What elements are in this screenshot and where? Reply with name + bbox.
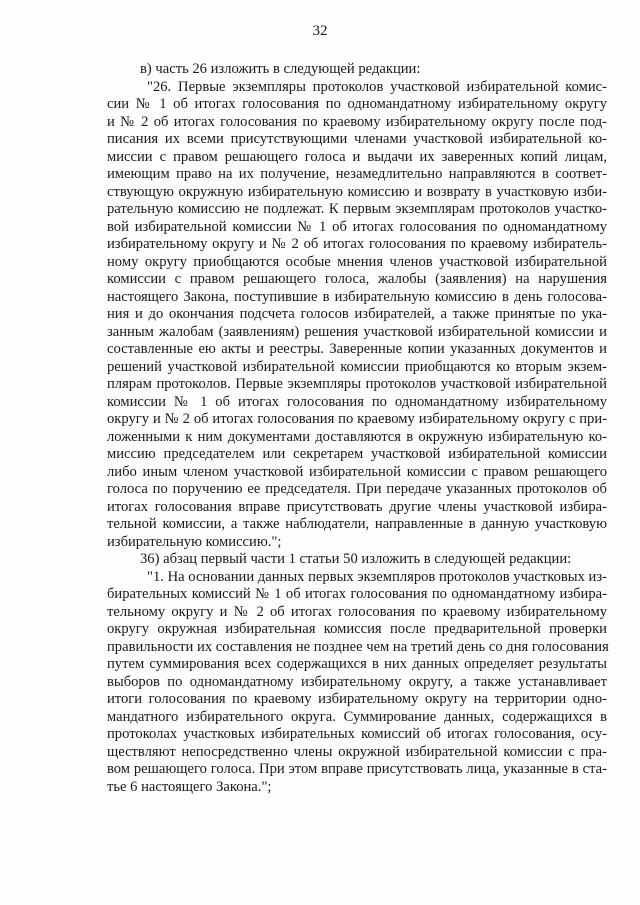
text-line: голоса по поручению ее председателя. При передаче указанных протоколов об	[107, 481, 607, 497]
paragraph-part-26-text	[107, 79, 607, 552]
text-line: "26. Первые экземпляры протоколов участковой избирательной комис-	[147, 78, 607, 95]
page-number: 32	[312, 23, 328, 39]
text-line: ствующую окружную избирательную комиссию и возврату в участковую изби-	[107, 183, 607, 200]
text-line: тье 6 настоящего Закона.";	[107, 778, 272, 795]
text-line: избирательную комиссию.";	[107, 533, 282, 550]
text-line: комиссии № 1 об итогах голосования по одномандатному избирательному	[107, 393, 607, 410]
text-line: плярам протоколов. Первые экземпляры протоколов участковой избирательной	[107, 376, 607, 392]
text-line: итогах голосования вправе присутствовать другие члены участковой избира-	[107, 498, 607, 515]
text-line: округу и № 2 об итогах голосования по краевому избирательному округу с при-	[107, 411, 607, 427]
text-line: сии № 1 об итогах голосования по одномандатному избирательному округу	[107, 96, 607, 112]
text-line: округу окружная избирательная комиссия после предварительной проверки	[107, 621, 607, 637]
text-line: либо иным членом участковой избирательной комиссии с правом решающего	[107, 463, 607, 480]
paragraph-item-v-heading	[107, 61, 607, 79]
text-line: правильности их составления не позднее чем на третий день со дня голосования	[107, 638, 609, 655]
text-line: "1. На основании данных первых экземпляров протоколов участковых из-	[147, 568, 607, 585]
text-line: писания их всеми присутствующими членами участковой избирательной ко-	[107, 131, 607, 147]
text-line: ному округу приобщаются особые мнения членов участковой избирательной	[107, 253, 607, 270]
text-line: протоколах участковых избирательных комиссий об итогах голосования, осу-	[107, 726, 607, 742]
document-body	[107, 61, 607, 796]
text-line: бирательных комиссий № 1 об итогах голосования по одномандатному избира-	[107, 586, 607, 602]
text-line: вом решающего голоса. При этом вправе присутствовать лица, указанные в ста-	[107, 761, 607, 777]
text-line: путем суммирования всех содержащихся в них данных определяет результаты	[107, 656, 607, 672]
text-line: и № 2 об итогах голосования по краевому избирательному округу после под-	[107, 113, 607, 130]
text-line: решений участковой избирательной комиссии приобщаются ко вторым экзем-	[107, 358, 607, 375]
text-line: миссию председателем или секретарем участковой избирательной комиссии	[107, 446, 607, 462]
text-line: ществляют непосредственно члены окружной избирательной комиссии с пра-	[107, 743, 607, 760]
text-line: настоящего Закона, поступившие в избирательную комиссию в день голосова-	[107, 288, 607, 305]
text-line: выборов по одномандатному избирательному округу, а также устанавливает	[107, 673, 607, 690]
text-line: ния и до окончания подсчета голосов избирателей, а также принятые по ука-	[107, 306, 607, 322]
text-line: мандатного избирательного округа. Суммирование данных, содержащихся в	[107, 708, 607, 725]
text-line: имеющим право на их получение, незамедлительно направляются в соответ-	[107, 166, 607, 182]
text-line: рательную комиссию не подлежат. К первым экземплярам протоколов участко-	[107, 201, 607, 217]
text-line: занным жалобам (заявлениям) решения участковой избирательной комиссии и	[107, 323, 607, 340]
text-line: вой избирательной комиссии № 1 об итогах голосования по одномандатному	[107, 218, 607, 235]
text-line: комиссии с правом решающего голоса, жалобы (заявления) на нарушения	[107, 271, 607, 287]
paragraph-part-1-text	[107, 569, 607, 797]
text-line: в) часть 26 изложить в следующей редакции:	[140, 61, 421, 77]
text-line: ложенными к ним документами доставляются в окружную избирательную ко-	[107, 428, 607, 445]
text-line: тельной комиссии, а также наблюдатели, направленные в данную участковую	[107, 516, 607, 532]
paragraph-item-36-heading	[107, 551, 607, 569]
text-line: миссии с правом решающего голоса и выдачи их заверенных копий лицам,	[107, 148, 607, 165]
text-line: итоги голосования по краевому избирательному округу на территории одно-	[107, 691, 607, 707]
text-line: тельному округу и № 2 об итогах голосования по краевому избирательному	[107, 603, 607, 620]
text-line: избирательному округу и № 2 об итогах голосования по краевому избиратель-	[107, 236, 607, 252]
text-line: 36) абзац первый части 1 статьи 50 изложить в следующей редакции:	[140, 551, 572, 567]
text-line: составленные ею акты и реестры. Заверенные копии указанных документов и	[107, 341, 607, 357]
